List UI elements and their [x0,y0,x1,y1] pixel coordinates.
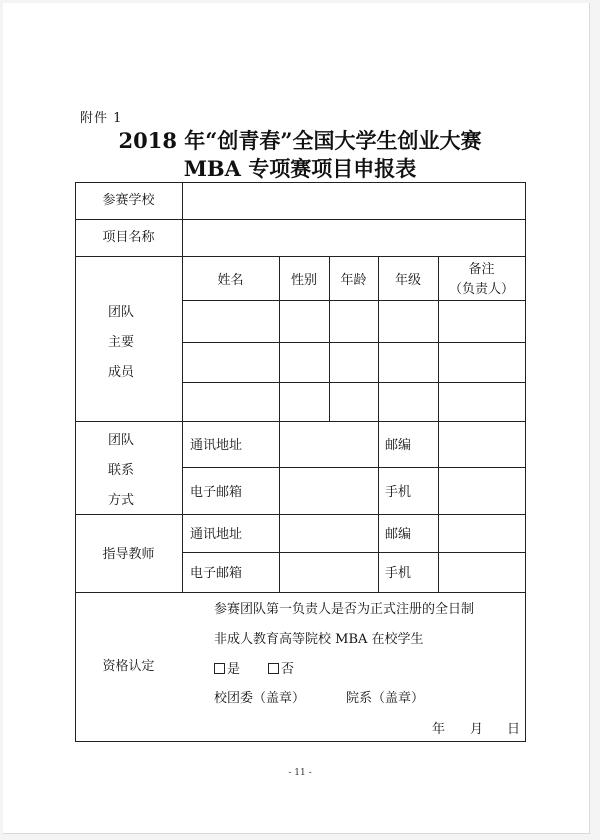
team-email-label: 电子邮箱 [190,485,243,500]
team-members-label-line: 成员 [108,365,135,380]
header-remark-sub: （负责人） [448,282,514,297]
table-border-left [75,182,76,742]
option-yes[interactable] [214,663,240,676]
team-members-label-line: 团队 [108,305,135,320]
row-divider [75,514,526,515]
row-divider [75,256,526,257]
document-subtitle: MBA 专项赛项目申报表 [183,156,417,181]
table-border-bottom [75,741,526,742]
date-day-label: 日 [507,722,521,737]
row-divider [182,300,526,301]
team-phone-label: 手机 [385,485,412,500]
team-members-label-line: 主要 [108,335,135,350]
option-no[interactable] [268,663,294,676]
advisor-label: 指导教师 [102,547,155,562]
table-border-top [75,182,526,183]
team-address-label: 通讯地址 [190,438,243,453]
qualification-label: 资格认定 [102,659,155,674]
page-number: - 11 - [288,768,312,778]
checkbox-yes[interactable] [214,663,225,674]
team-postcode-label: 邮编 [385,438,412,453]
header-age: 年龄 [340,273,367,288]
table-border-right [525,182,526,742]
document-title: 2018 年“创青春”全国大学生创业大赛 [118,128,482,153]
advisor-phone-label: 手机 [385,566,412,581]
date-month-label: 月 [470,722,484,737]
team-contact-label-line: 方式 [108,493,135,508]
row-divider [182,342,526,343]
qualification-question: 参赛团队第一负责人是否为正式注册的全日制 [214,602,475,617]
team-contact-label-line: 团队 [108,433,135,448]
attachment-label: 附件 1 [80,111,123,126]
row-divider [182,382,526,383]
header-gender: 性别 [290,273,317,288]
column-divider [438,256,439,592]
column-divider [182,182,183,592]
header-name: 姓名 [217,273,244,288]
row-divider [75,592,526,593]
date-year-label: 年 [432,722,446,737]
advisor-address-label: 通讯地址 [190,527,243,542]
committee-seal-label: 校团委（盖章） [214,691,306,706]
column-divider [378,256,379,592]
column-divider [279,256,280,592]
project-name-label: 项目名称 [102,230,155,245]
checkbox-no[interactable] [268,663,279,674]
header-remark: 备注 [468,262,495,277]
qualification-question: 非成人教育高等院校 MBA 在校学生 [214,632,424,647]
row-divider [75,219,526,220]
department-seal-label: 院系（盖章） [346,691,425,706]
team-contact-label-line: 联系 [108,463,135,478]
header-grade: 年级 [394,273,421,288]
option-no-label: 否 [281,662,295,677]
school-label: 参赛学校 [102,193,155,208]
row-divider [182,467,526,468]
row-divider [75,421,526,422]
row-divider [182,552,526,553]
advisor-email-label: 电子邮箱 [190,566,243,581]
option-yes-label: 是 [227,662,241,677]
advisor-postcode-label: 邮编 [385,527,412,542]
